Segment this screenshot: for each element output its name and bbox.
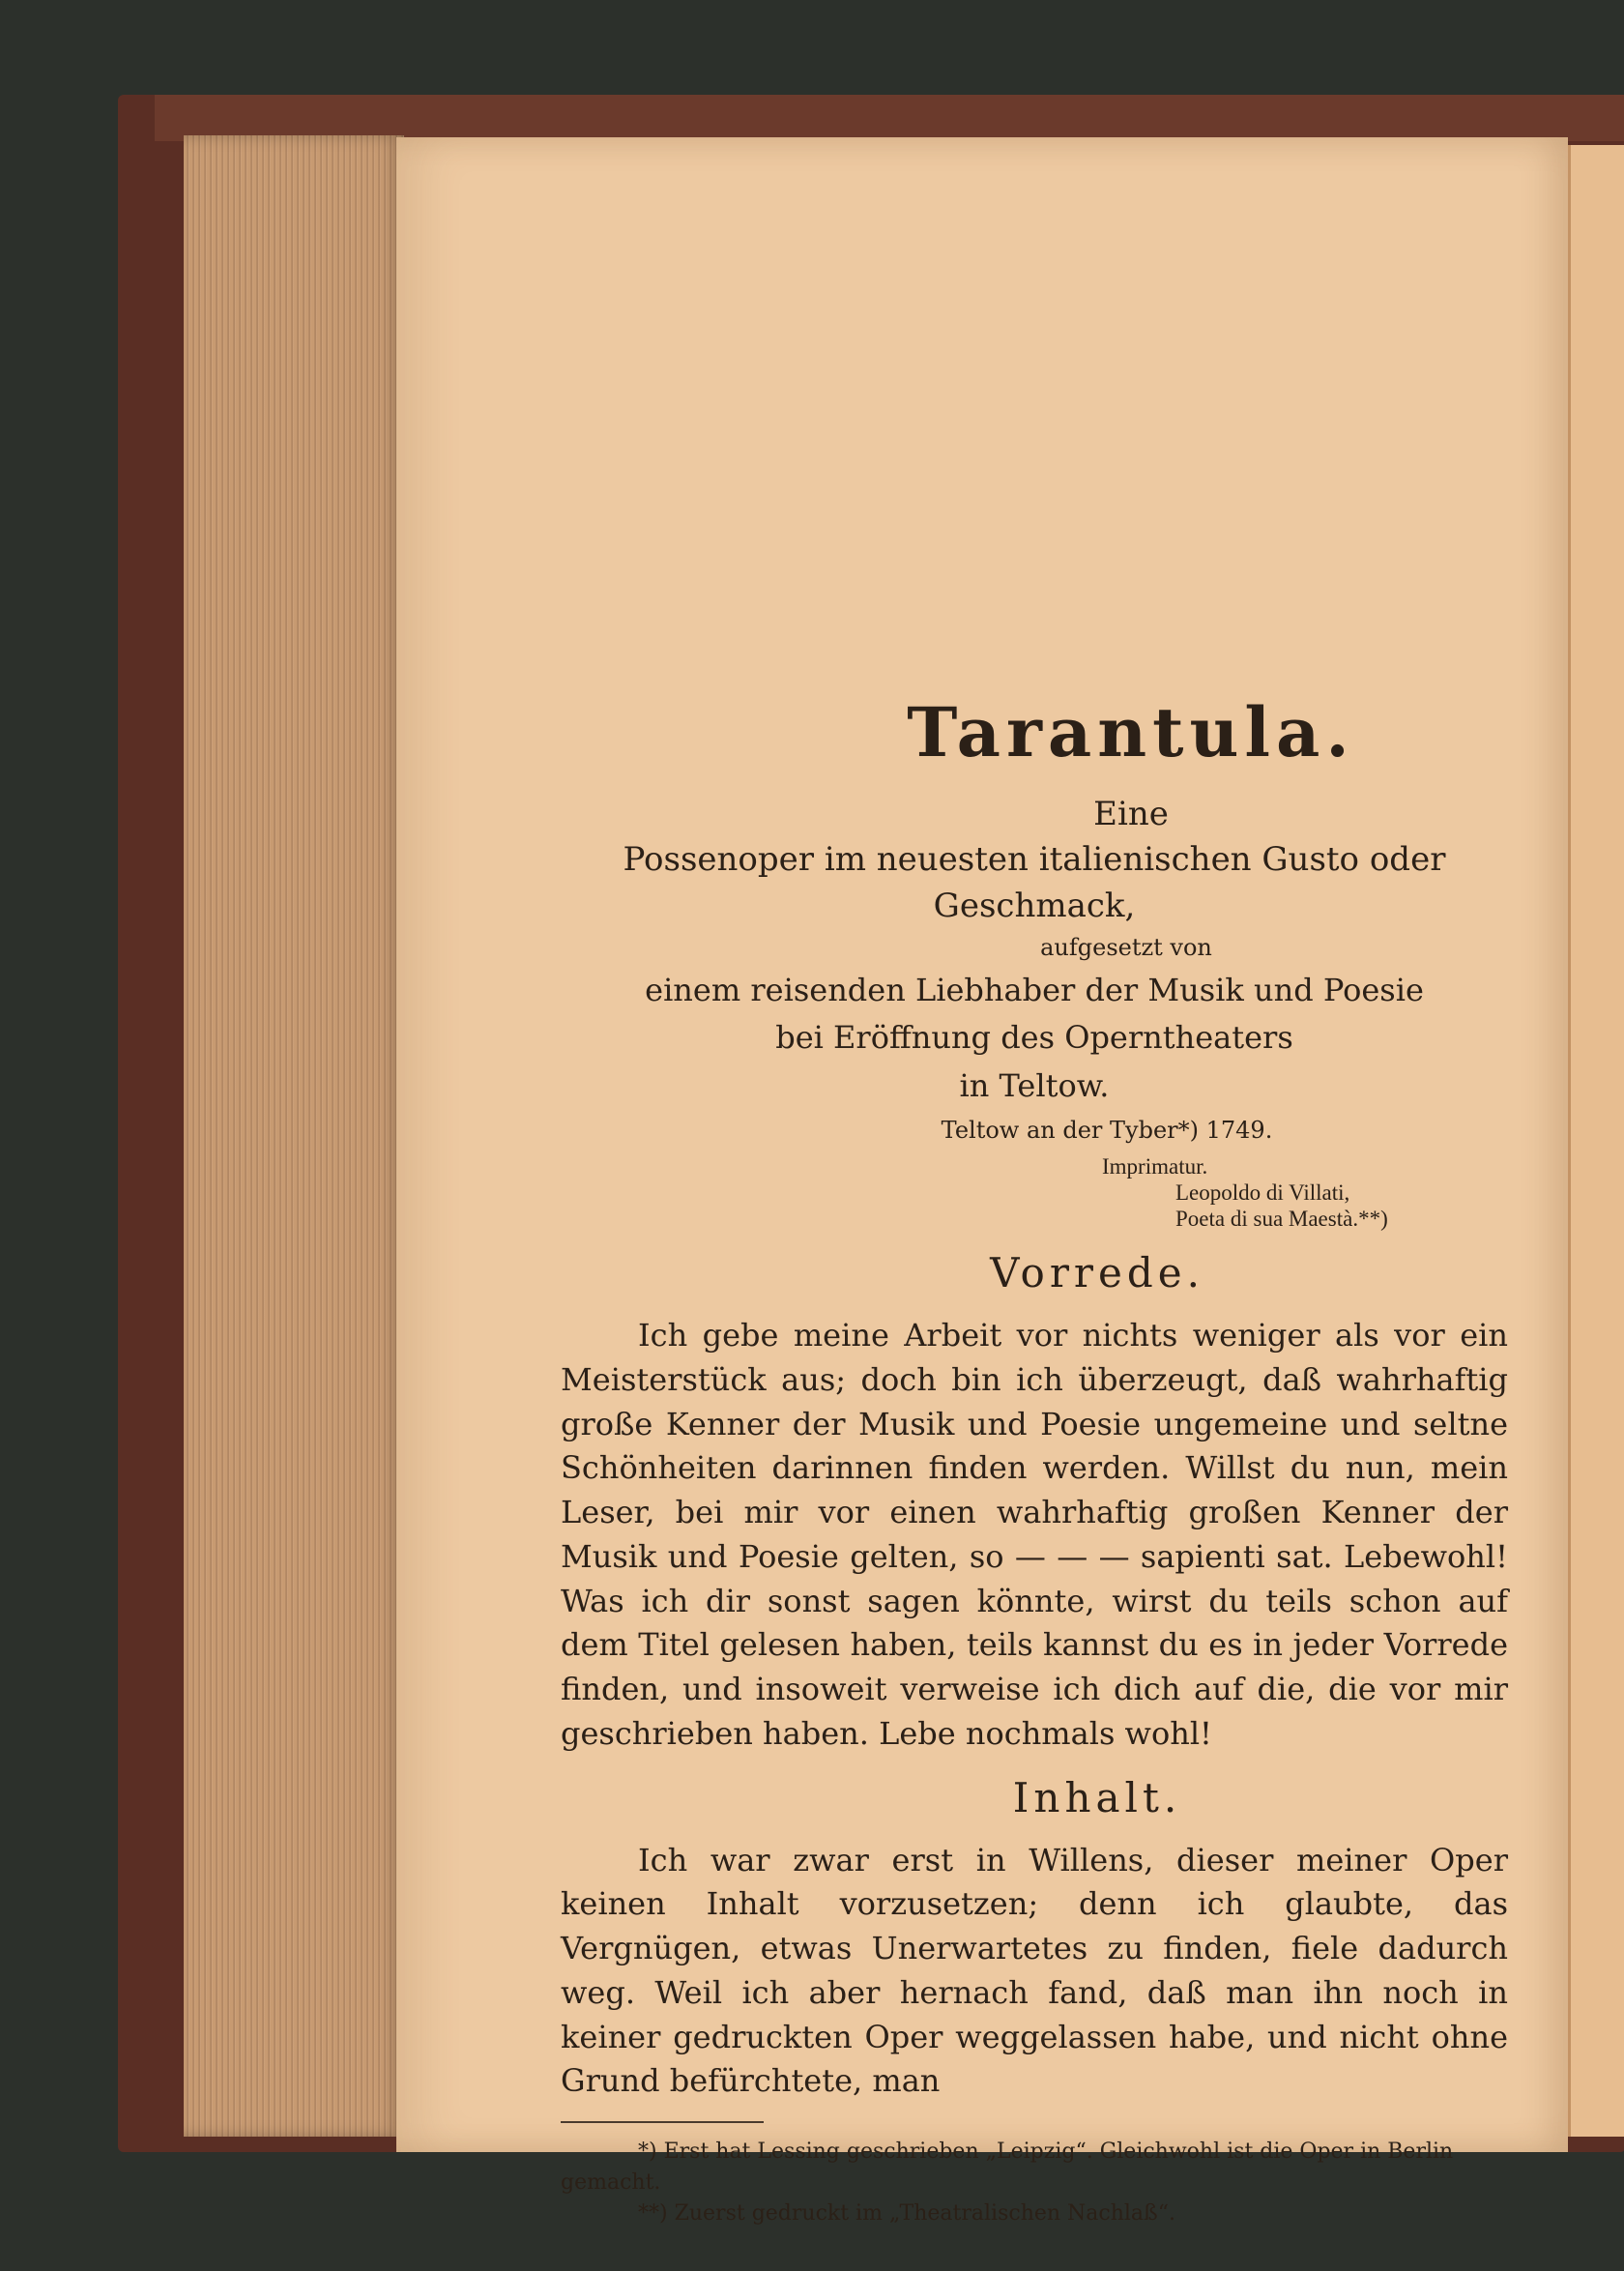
page-text bbox=[561, 543, 1508, 2229]
byline: aufgesetzt von bbox=[1040, 934, 1212, 962]
subtitle-eine: Eine bbox=[1093, 794, 1169, 833]
page-title: Tarantula. bbox=[907, 692, 1355, 772]
book-page bbox=[396, 137, 1568, 2226]
footnote-divider bbox=[561, 2121, 764, 2123]
author-line: einem reisenden Liebhaber der Musik und Poesie bbox=[645, 971, 1424, 1008]
book-cover-top bbox=[155, 95, 1624, 141]
preface-paragraph: Ich gebe meine Arbeit vor nichts weniger als vor ein Meisterstück aus; doch bin ich überzeugt, daß wahrhaftig große Kenner der Musik und Poesie ungemeine und seltne Schönheiten darinnen finden werden. Willst du nun, mein Leser, bei mir vor einen wahrhaftig großen Kenner der Musik und Poesie gelten, so — — — sapienti sat. Lebewohl! Was ich dir sonst sagen könnte, wirst du teils schon auf dem Titel gelesen haben, teils kannst du es in jeder Vorrede finden, und insoweit verweise ich dich auf die, die vor mir geschrieben haben. Lebe nochmals wohl! bbox=[561, 1317, 1508, 1752]
preface-heading: Vorrede. bbox=[990, 1249, 1204, 1297]
imprimatur-label: Imprimatur. bbox=[1102, 1153, 1208, 1179]
footnote-1: *) Erst hat Lessing geschrieben „Leipzig“. Gleichwohl ist die Oper in Berlin gemacht. bbox=[561, 2140, 1454, 2196]
content-paragraph: Ich war zwar erst in Willens, dieser meiner Oper keinen Inhalt vorzusetzen; denn ich glaubte, das Vergnügen, etwas Unerwartetes zu finden, fiele dadurch weg. Weil ich aber hernach fand, daß man ihn noch in keiner gedruckten Oper weggelassen habe, und nicht ohne Grund befürchtete, man bbox=[561, 1841, 1508, 2100]
next-page-edge bbox=[1568, 145, 1624, 2137]
imprimatur-block bbox=[1102, 1153, 1508, 1232]
page-stack-edge bbox=[184, 135, 404, 2137]
publication-date: Teltow an der Tyber*) 1749. bbox=[941, 1117, 1273, 1145]
content-heading: Inhalt. bbox=[1012, 1773, 1182, 1821]
occasion-line: bei Eröffnung des Operntheaters bbox=[775, 1019, 1293, 1057]
place-line: in Teltow. bbox=[959, 1066, 1110, 1104]
subtitle-possenoper: Possenoper im neuesten italienischen Gusto oder Geschmack, bbox=[623, 840, 1446, 925]
imprimatur-title: Poeta di sua Maestà.**) bbox=[1175, 1207, 1388, 1232]
footnote-2: **) Zuerst gedruckt im „Theatralischen Nachlaß“. bbox=[638, 2201, 1175, 2226]
imprimatur-name: Leopoldo di Villati, bbox=[1175, 1179, 1350, 1205]
